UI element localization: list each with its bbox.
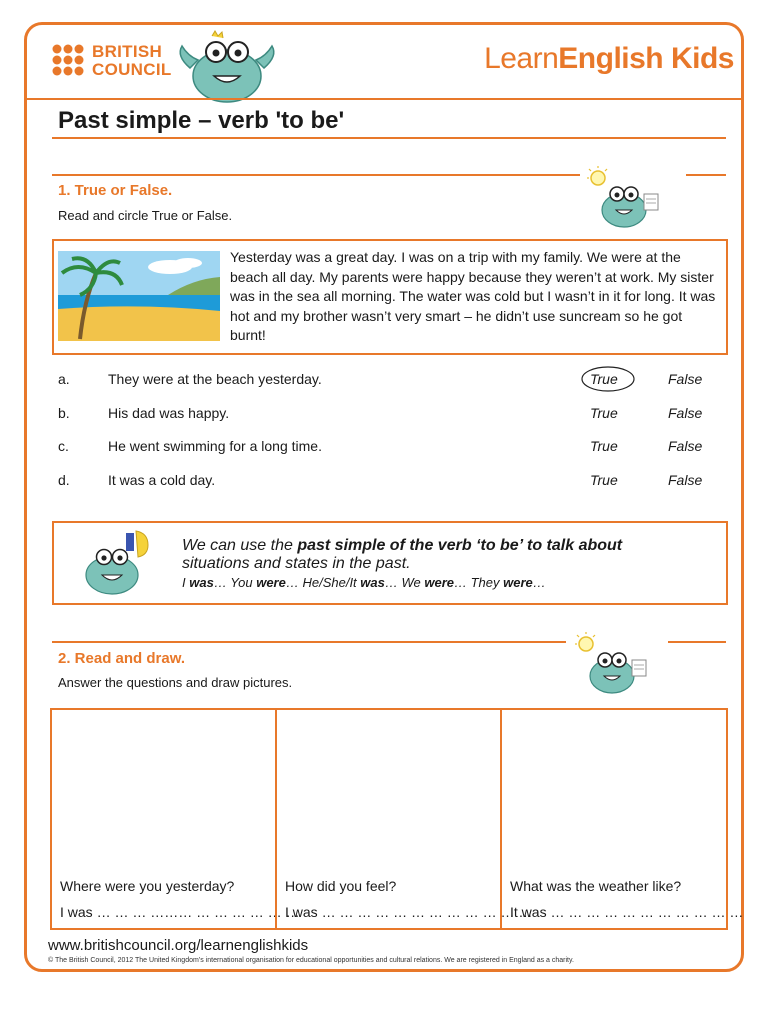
section1-instruction: Read and circle True or False. (58, 208, 233, 223)
bc-line1: BRITISH (92, 42, 163, 61)
rule-text-line2: situations and states in the past. (182, 555, 411, 572)
false-option[interactable]: False (668, 472, 703, 488)
draw-question: How did you feel? (285, 878, 397, 894)
question-row-b (58, 405, 728, 429)
learnenglish-kids-logo (484, 42, 734, 76)
question-text: They were at the beach yesterday. (108, 371, 322, 387)
draw-cell-1[interactable] (50, 708, 300, 930)
form-pronoun: … We (384, 575, 425, 590)
question-letter: d. (58, 472, 70, 488)
question-row-d (58, 472, 728, 496)
question-text: He went swimming for a long time. (108, 438, 322, 454)
footer-url[interactable]: www.britishcouncil.org/learnenglishkids (48, 937, 309, 954)
form-pronoun: … You (213, 575, 257, 590)
draw-answer-line[interactable]: It was … … … … … … … … … … … (510, 904, 744, 920)
answer-circle (580, 364, 636, 394)
beach-illustration (58, 251, 220, 341)
mascot-icon (172, 26, 282, 106)
form-pronoun: I (182, 575, 190, 590)
false-option[interactable]: False (668, 371, 703, 387)
section2-rule-left (52, 641, 566, 643)
title-underline (52, 137, 726, 139)
question-letter: c. (58, 438, 69, 454)
section1-rule-left (52, 174, 580, 176)
form-pronoun: … He/She/It (285, 575, 361, 590)
mascot-icon (584, 164, 666, 232)
draw-question: What was the weather like? (510, 878, 682, 894)
section1-rule-right (686, 174, 726, 176)
bc-line2: COUNCIL (92, 60, 172, 79)
draw-answer-line[interactable]: I was … … … ……… … … … … … … (60, 904, 300, 920)
british-council-wordmark (92, 43, 172, 79)
draw-answer-line[interactable]: I was … … … … … … … … … … … … (285, 904, 533, 920)
draw-question: Where were you yesterday? (60, 878, 235, 894)
form-verb: was (189, 575, 214, 590)
true-option[interactable]: True (590, 405, 618, 421)
page-title: Past simple – verb 'to be' (58, 107, 345, 134)
form-verb: was (360, 575, 385, 590)
form-verb: were (424, 575, 454, 590)
header-divider (27, 98, 741, 100)
rule-text-bold: past simple (297, 537, 386, 554)
british-council-dots-icon (52, 44, 88, 80)
section2-rule-right (668, 641, 726, 643)
true-option[interactable]: True (590, 438, 618, 454)
lek-english: English (558, 42, 664, 75)
true-option[interactable]: True (590, 371, 618, 387)
form-pronoun: … They (454, 575, 504, 590)
question-text: It was a cold day. (108, 472, 216, 488)
grammar-rule-text (182, 537, 712, 573)
form-verb: were (256, 575, 286, 590)
section2-title: 2. Read and draw. (58, 650, 185, 667)
question-text: His dad was happy. (108, 405, 230, 421)
question-letter: b. (58, 405, 70, 421)
lek-learn: Learn (484, 42, 559, 75)
section2-instruction: Answer the questions and draw pictures. (58, 675, 293, 690)
lightbulb-icon (579, 637, 593, 651)
question-letter: a. (58, 371, 70, 387)
false-option[interactable]: False (668, 405, 703, 421)
british-council-logo (52, 42, 182, 82)
lightbulb-icon (591, 171, 605, 185)
story-text: Yesterday was a great day. I was on a trip with my family. We were at the beach all day. My parents were happy because they weren’t at work. My sister was in the sea all morning. The water was cold but I wasn’t in it for long. It was hot and my brother wasn’t very smart – he didn’t use suncream so he got burnt! (230, 249, 716, 343)
draw-cell-3[interactable] (500, 708, 744, 930)
true-option[interactable]: True (590, 472, 618, 488)
form-verb: were (503, 575, 533, 590)
grammar-rule-box (52, 521, 728, 605)
mascot-icon (572, 630, 654, 698)
lek-kids: Kids (670, 42, 734, 75)
mascot-icon (74, 527, 166, 599)
lightbulb-icon (136, 531, 148, 557)
rule-text-start: We can use the (182, 537, 298, 554)
footer-copyright: © The British Council, 2012 The United Kingdom’s international organisation for educational opportunities and cultural relations. We are registered in England as a charity. (48, 957, 574, 964)
grammar-forms (182, 575, 712, 590)
false-option[interactable]: False (668, 438, 703, 454)
question-row-c (58, 438, 728, 462)
rule-text-end: of the verb ‘to be’ to talk about (385, 537, 623, 554)
section1-title: 1. True or False. (58, 182, 173, 199)
story-box (52, 239, 728, 355)
draw-cell-2[interactable] (275, 708, 533, 930)
form-end: … (532, 575, 546, 590)
